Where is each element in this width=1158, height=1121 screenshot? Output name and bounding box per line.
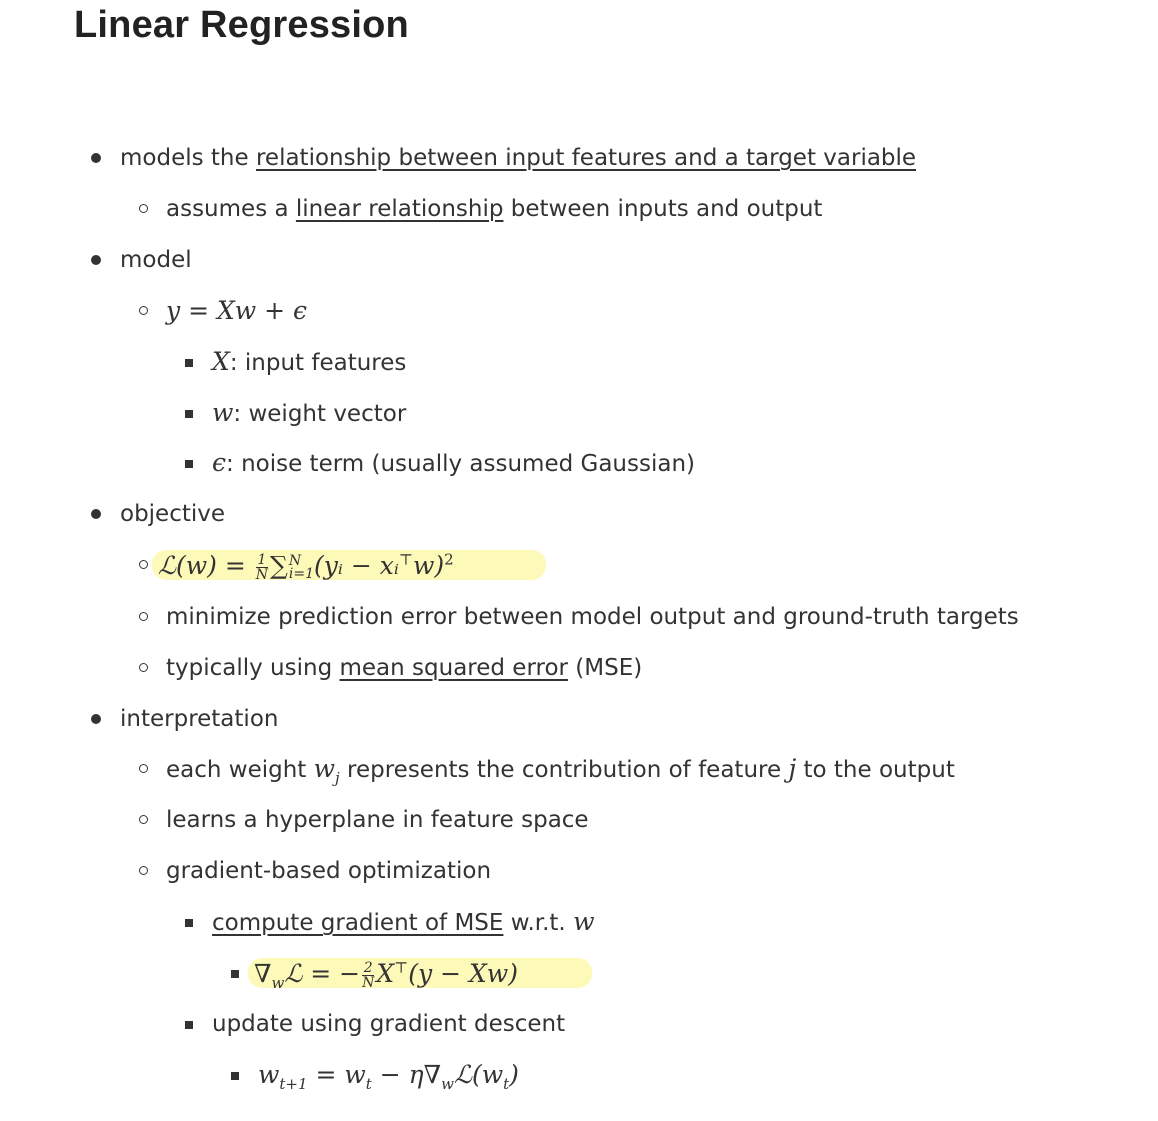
- bullet-circle: [139, 306, 148, 315]
- loss-tail: w): [413, 551, 445, 580]
- text: minimize prediction error between model output and ground-truth targets: [166, 604, 1019, 630]
- list-item-gradient: [0, 851, 1158, 891]
- math-symbol: X: [212, 347, 230, 376]
- text: : noise term (usually assumed Gaussian): [226, 451, 695, 477]
- math-symbol: w: [212, 398, 234, 427]
- sub: j: [335, 769, 340, 787]
- text: between inputs and output: [503, 196, 823, 222]
- text: : weight vector: [233, 401, 407, 427]
- text: gradient-based optimization: [166, 858, 492, 884]
- transpose: ⊤: [394, 958, 409, 977]
- update-equation: [258, 1055, 519, 1095]
- grad-mid: ℒ = −: [284, 959, 361, 988]
- text: represents the contribution of feature: [339, 757, 789, 783]
- grad-tail: (y − Xw): [408, 959, 518, 988]
- link-compute-gradient[interactable]: compute gradient of MSE: [212, 910, 504, 936]
- list-item-x: [0, 342, 1158, 382]
- bullet-disc: [91, 153, 101, 163]
- list-item-interpretation: [0, 699, 1158, 739]
- text: typically using: [166, 655, 340, 681]
- text: (MSE): [567, 655, 643, 681]
- frac-num: 1: [257, 552, 267, 568]
- loss-body: (yᵢ − xᵢ: [314, 551, 399, 580]
- math-symbol: w: [573, 907, 595, 936]
- list-item-model: [0, 240, 1158, 280]
- fraction: [256, 553, 268, 582]
- fraction: [362, 961, 374, 990]
- loss: ℒ(w: [453, 1060, 504, 1089]
- sub: w: [441, 1075, 454, 1093]
- text: objective: [120, 501, 226, 527]
- bullet-circle: [139, 612, 148, 621]
- text: assumes a: [166, 196, 296, 222]
- sym: w: [313, 754, 336, 783]
- bullet-square: [231, 970, 239, 978]
- close: ): [509, 1060, 519, 1089]
- bullet-square: [185, 460, 193, 468]
- list-item-weight: [0, 749, 1158, 789]
- w: w: [258, 1060, 280, 1089]
- model-equation: y = Xw + ϵ: [166, 296, 308, 325]
- link-relationship[interactable]: relationship between input features and a target variable: [255, 145, 917, 171]
- list-item-update: [0, 1004, 1158, 1044]
- list-item-compute: [0, 902, 1158, 942]
- frac-den: N: [255, 567, 269, 583]
- text: models the: [120, 145, 256, 171]
- list-item-models: [0, 138, 1158, 178]
- bullet-disc: [91, 714, 101, 724]
- sum-top: N: [288, 552, 302, 569]
- link-mean-squared-error[interactable]: mean squared error: [339, 655, 568, 681]
- bullet-square: [185, 410, 193, 418]
- text: each weight: [166, 757, 314, 783]
- bullet-circle: [139, 204, 148, 213]
- bullet-circle: [139, 764, 148, 773]
- transpose: ⊤: [398, 550, 413, 569]
- sub: t: [503, 1075, 510, 1093]
- bullet-square: [185, 919, 193, 927]
- list-item-update-eq: [0, 1055, 1158, 1095]
- list-item-w: [0, 393, 1158, 433]
- square: 2: [444, 550, 454, 569]
- sub: w: [271, 974, 285, 992]
- loss-lhs: ℒ(w) =: [158, 551, 254, 580]
- list-item-mse: [0, 648, 1158, 688]
- list-item-model-equation: [0, 291, 1158, 331]
- list-item-epsilon: [0, 443, 1158, 483]
- bullet-disc: [91, 255, 101, 265]
- text: w.r.t.: [503, 910, 574, 936]
- text: to the output: [796, 757, 955, 783]
- nabla: ∇: [254, 959, 272, 988]
- bullet-square: [185, 1021, 193, 1029]
- bullet-circle: [139, 560, 148, 569]
- list-item-loss: [0, 545, 1158, 585]
- mid: − η∇: [371, 1060, 442, 1089]
- frac-den: N: [362, 975, 375, 991]
- page-title: Linear Regression: [74, 4, 409, 46]
- math-symbol: j: [788, 754, 797, 783]
- list-item-objective: [0, 494, 1158, 534]
- list-item-hyperplane: [0, 800, 1158, 840]
- text: update using gradient descent: [212, 1011, 566, 1037]
- list-item-minimize: [0, 597, 1158, 637]
- gradient-equation: [248, 958, 592, 992]
- bullet-disc: [91, 509, 101, 519]
- bullet-square: [185, 359, 193, 367]
- sub: t: [365, 1075, 372, 1093]
- bullet-square: [231, 1072, 239, 1080]
- bullet-circle: [139, 815, 148, 824]
- sum-limits: [288, 552, 314, 582]
- grad-x: X: [376, 959, 395, 988]
- bullet-circle: [139, 663, 148, 672]
- sub: t+1: [279, 1075, 308, 1093]
- eq: = w: [307, 1060, 366, 1089]
- sum-bottom: i=1: [288, 565, 314, 582]
- loss-equation: [152, 550, 546, 583]
- link-linear-relationship[interactable]: linear relationship: [295, 196, 504, 222]
- list-item-linear-relationship: [0, 189, 1158, 229]
- text: model: [120, 247, 192, 273]
- math-symbol: ϵ: [212, 448, 227, 477]
- bullet-circle: [139, 866, 148, 875]
- text: learns a hyperplane in feature space: [166, 807, 589, 833]
- list-item-gradient-eq: [0, 953, 1158, 993]
- math-symbol: [313, 754, 340, 787]
- text: : input features: [229, 350, 407, 376]
- frac-num: 2: [363, 960, 373, 976]
- sum-symbol: ∑: [270, 551, 288, 580]
- text: interpretation: [120, 706, 279, 732]
